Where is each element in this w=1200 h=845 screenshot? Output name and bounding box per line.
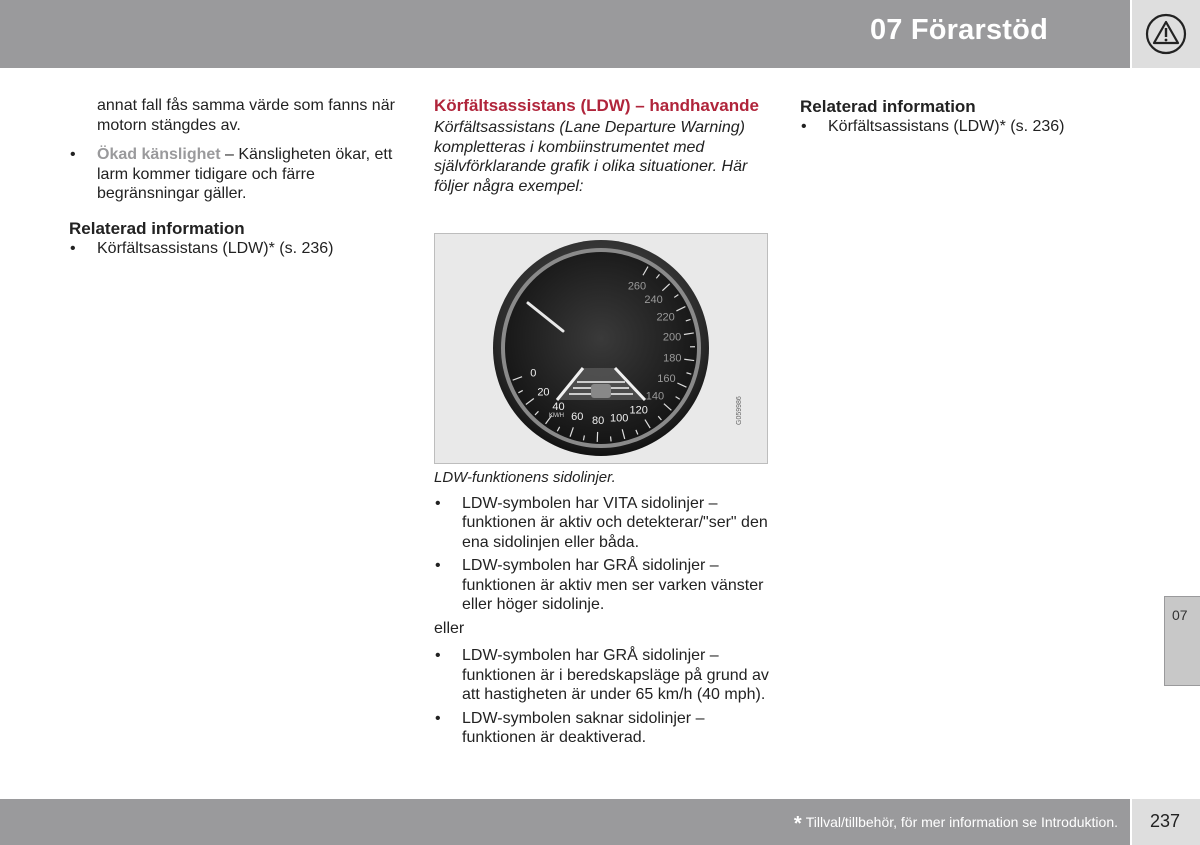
page-number: 237	[1150, 811, 1181, 831]
footer-asterisk: *	[793, 813, 802, 835]
gauge-tick-label: 20	[537, 386, 550, 399]
chapter-side-tab[interactable]	[1164, 596, 1200, 686]
gauge-tick-label: 180	[663, 352, 682, 365]
related-link[interactable]: • Körfältsassistans (LDW)* (s. 236)	[69, 239, 404, 259]
warning-triangle-icon	[1145, 13, 1187, 55]
gauge-tick-label: 40	[552, 401, 565, 414]
bullet-term: Ökad känslighet	[97, 146, 221, 163]
page-number-box	[1132, 799, 1200, 845]
related-heading: Relaterad information	[800, 97, 976, 116]
gauge-unit: KM/H	[549, 413, 564, 419]
related-list	[800, 117, 1130, 137]
header-icon-box	[1132, 0, 1200, 68]
or-text: eller	[434, 619, 465, 637]
list-item: • LDW-symbolen har GRÅ sidolinjer – funktionen är aktiv men ser varken vänster eller höger sidolinje.	[434, 556, 770, 615]
list-item: • LDW-symbolen saknar sidolinjer – funktionen är deaktiverad.	[434, 709, 770, 748]
chapter-title: 07 Förarstöd	[869, 14, 1048, 46]
footer-note-text: Tillval/tillbehör, för mer information se Introduktion.	[805, 814, 1118, 830]
gauge-tick-label: 140	[645, 390, 665, 403]
column-left	[69, 96, 404, 258]
ldw-status-list-a	[434, 494, 770, 615]
ldw-status-list-b	[434, 646, 770, 748]
list-item	[69, 145, 404, 204]
gauge-tick-label: 240	[644, 293, 663, 306]
related-list	[69, 239, 404, 259]
section-heading: Körfältsassistans (LDW) – handhavande	[434, 96, 759, 115]
sensitivity-list	[69, 145, 404, 204]
gauge-tick-label: 80	[591, 414, 605, 427]
gauge-tick-label: 160	[657, 372, 676, 385]
gauge-tick-label: 60	[571, 410, 584, 423]
speedometer-figure	[434, 233, 768, 464]
related-heading: Relaterad information	[69, 218, 245, 238]
continuation-text: annat fall fås samma värde som fanns när motorn stängdes av.	[97, 97, 395, 134]
footer-bar	[0, 799, 1130, 845]
list-item: • LDW-symbolen har VITA sidolinjer – funktionen är aktiv och detekterar/"ser" den ena sidolinjen eller båda.	[434, 494, 770, 553]
gauge-tick-label: 260	[627, 280, 647, 293]
header-bar	[0, 0, 1130, 68]
gauge-tick-label: 0	[530, 367, 537, 380]
related-link[interactable]: • Körfältsassistans (LDW)* (s. 236)	[800, 117, 1130, 137]
gauge-tick-label: 220	[656, 311, 675, 324]
speedometer-illustration	[435, 234, 767, 463]
column-middle-lower	[434, 468, 770, 748]
column-middle	[434, 96, 770, 196]
footer-note	[794, 813, 1118, 836]
intro-text: Körfältsassistans (Lane Departure Warning) kompletteras i kombiinstrumentet med självförklarande grafik i olika situationer. Här följer några exempel:	[434, 119, 748, 195]
gauge-tick-label: 200	[662, 331, 682, 344]
gauge-tick	[611, 436, 612, 441]
gauge-tick-label: 100	[609, 412, 629, 425]
gauge-tick-label: 120	[629, 404, 648, 417]
chapter-tab-label: 07	[1172, 607, 1188, 623]
car-symbol	[591, 384, 611, 398]
figure-code: G059986	[736, 396, 743, 425]
column-right	[800, 96, 1130, 137]
list-item: • LDW-symbolen har GRÅ sidolinjer – funktionen är i beredskapsläge på grund av att hastigheten är under 65 km/h (40 mph).	[434, 646, 770, 705]
bullet-text: – Känsligheten ökar, ett larm kommer tidigare och färre begränsningar gäller.	[97, 146, 393, 202]
figure-caption: LDW-funktionens sidolinjer.	[434, 469, 616, 486]
